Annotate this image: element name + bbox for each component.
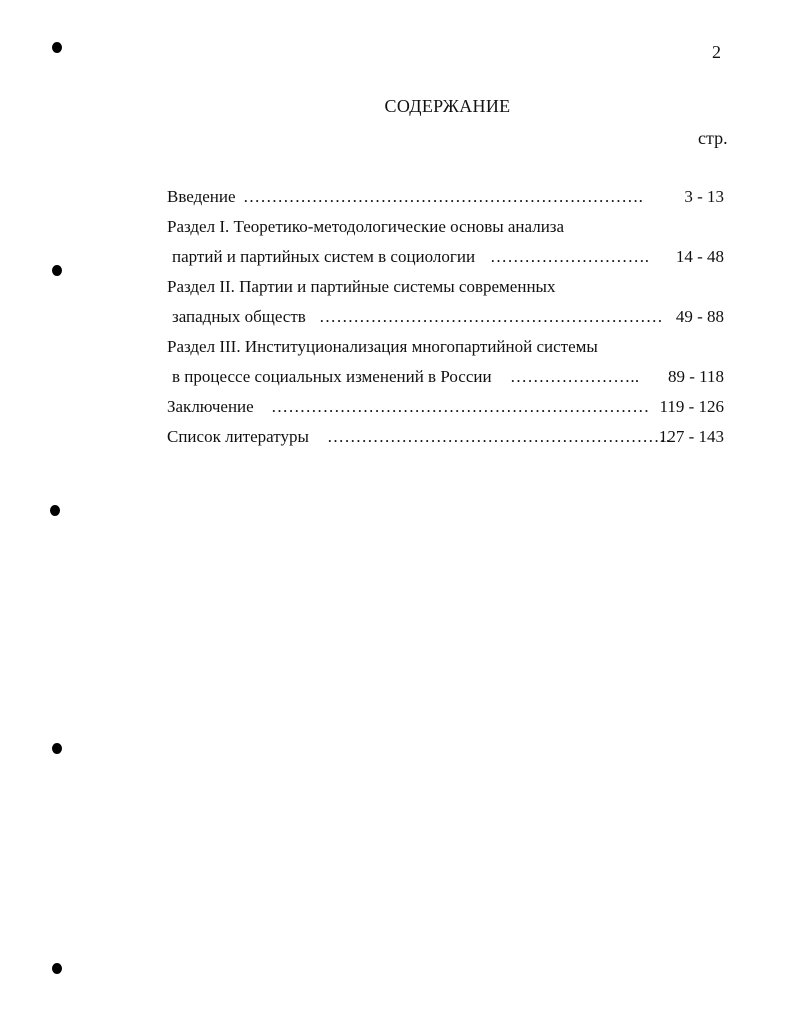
toc-entry-conclusion — [167, 396, 732, 426]
toc-entry-section-3-line-1 — [167, 336, 732, 366]
table-of-contents — [167, 186, 732, 456]
toc-entry-pages: 127 - 143 — [658, 427, 724, 446]
toc-entry-pages: 3 - 13 — [684, 187, 724, 206]
toc-leader-dots: ………………………. — [490, 247, 650, 266]
binding-hole-mark — [52, 963, 62, 974]
toc-entry-section-2-line-2 — [167, 306, 732, 336]
toc-entry-label: западных обществ — [172, 307, 306, 326]
toc-entry-label: Раздел III. Институционализация многопартийной системы — [167, 337, 598, 356]
toc-entry-pages: 49 - 88 — [675, 307, 724, 326]
toc-entry-section-2-line-1 — [167, 276, 732, 306]
toc-entry-pages: 119 - 126 — [659, 397, 724, 416]
toc-leader-dots: ……………………………………………………………. — [243, 187, 644, 206]
toc-leader-dots: ………………….. — [510, 367, 640, 386]
toc-leader-dots: …………………………………………………… — [327, 427, 671, 446]
binding-hole-mark — [52, 42, 62, 53]
binding-hole-mark — [52, 743, 62, 754]
binding-hole-mark — [50, 505, 60, 516]
toc-leader-dots: …………………………………………………… — [319, 307, 663, 326]
toc-entry-label: Раздел I. Теоретико-методологические основы анализа — [167, 217, 565, 236]
toc-entry-section-1-line-1 — [167, 216, 732, 246]
pages-column-label: стр. — [698, 128, 728, 148]
page-number: 2 — [712, 42, 721, 62]
toc-entry-pages: 89 - 118 — [667, 367, 724, 386]
toc-entry-section-1-line-2 — [167, 246, 732, 276]
toc-entry-section-3-line-2 — [167, 366, 732, 396]
toc-entry-pages: 14 - 48 — [675, 247, 724, 266]
toc-entry-label: Введение — [167, 187, 236, 206]
toc-entry-label: партий и партийных систем в социологии — [172, 247, 476, 266]
toc-entry-label: Список литературы — [167, 427, 309, 446]
toc-entry-label: Заключение — [167, 397, 254, 416]
toc-entry-introduction — [167, 186, 732, 216]
binding-hole-mark — [52, 265, 62, 276]
toc-entry-label: Раздел II. Партии и партийные системы современных — [167, 277, 556, 296]
page-title: СОДЕРЖАНИЕ — [384, 96, 511, 116]
toc-entry-label: в процессе социальных изменений в России — [172, 367, 492, 386]
toc-leader-dots: ………………………………………………………… — [271, 397, 650, 416]
toc-entry-references — [167, 426, 732, 456]
